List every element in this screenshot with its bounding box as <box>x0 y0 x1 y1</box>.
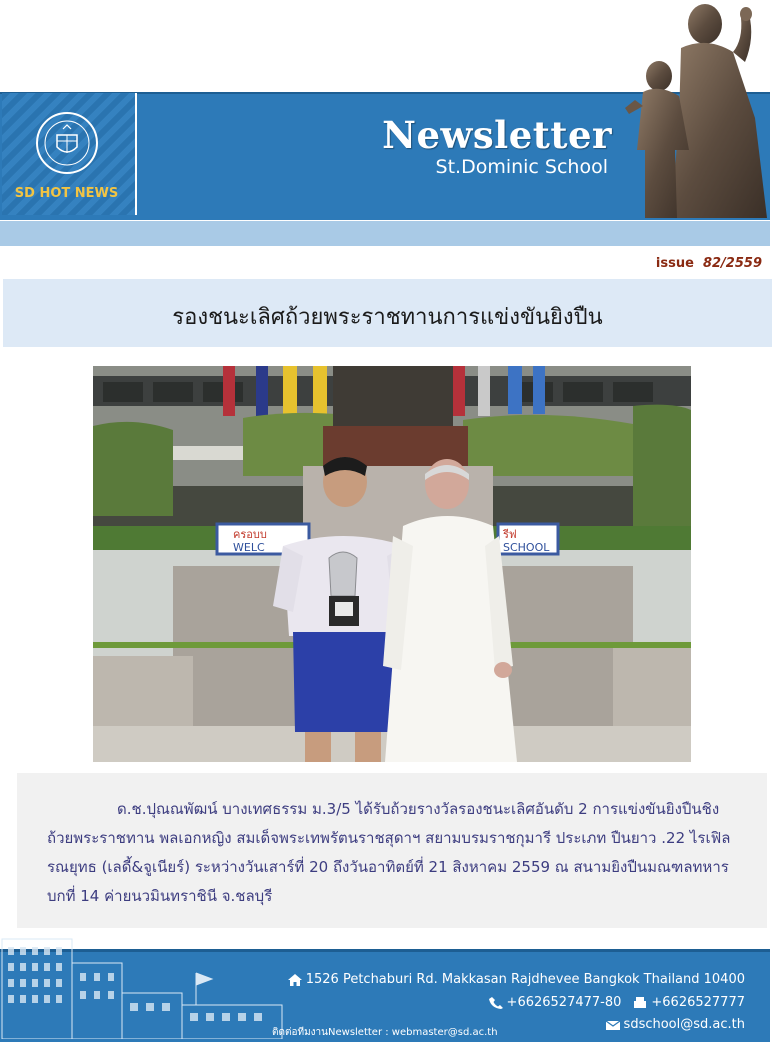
issue-label: issue <box>655 256 694 271</box>
school-name: St.Dominic School <box>435 156 608 178</box>
fax-icon <box>633 997 647 1009</box>
newsletter-title: Newsletter <box>382 113 612 157</box>
phone-text[interactable]: +6626527477-80 <box>506 995 622 1010</box>
school-building-image <box>0 933 290 1039</box>
badge-label: SD HOT NEWS <box>14 186 119 201</box>
article-headline: รองชนะเลิศถ้วยพระราชทานการแข่งขันยิงปืน <box>172 305 603 330</box>
sign-left-bottom: WELC <box>233 541 265 554</box>
mail-icon <box>606 1019 620 1031</box>
headline-box <box>3 279 772 347</box>
sign-right-top: รีฟ <box>503 528 517 541</box>
sign-right-bottom: SCHOOL <box>503 541 550 554</box>
email-line <box>606 1017 745 1032</box>
email-text[interactable]: sdschool@sd.ac.th <box>623 1017 745 1032</box>
address-text: 1526 Petchaburi Rd. Makkasan Rajdhevee Bangkok Thailand 10400 <box>305 972 745 987</box>
phone-line <box>489 995 745 1010</box>
newsletter-contact-note: ติดต่อทีมงานNewsletter : webmaster@sd.ac.th <box>272 1027 498 1038</box>
fax-text[interactable]: +6626527777 <box>651 995 745 1010</box>
article-body: ด.ช.ปุณณพัฒน์ บางเทศธรรม ม.3/5 ได้รับถ้วยรางวัลรองชนะเลิศอันดับ 2 การแข่งขันยิงปืนชิงถ้วยพระราชทาน พลเอกหญิง สมเด็จพระเทพรัตนราชสุดาฯ สยามบรมราชกุมารี ประเภท ปืนยาว .22 ไรเฟิลรณยุทธ (เลดี้&จูเนียร์) ระหว่างวันเสาร์ที่ 20 ถึงวันอาทิตย์ที่ 21 สิงหาคม 2559 ณ สนามยิงปืนมณฑลทหารบกที่ 14 ค่ายนวมินทราชินี จ.ชลบุรี <box>47 800 731 905</box>
header-light-bar <box>0 221 770 246</box>
address-line <box>288 972 745 987</box>
issue-number <box>656 256 762 271</box>
article-body-box <box>17 773 767 928</box>
statue-image <box>615 0 784 218</box>
issue-value: 82/2559 <box>702 256 762 271</box>
sign-left-top: ครอบบ <box>233 528 267 541</box>
school-crest-icon <box>35 111 99 175</box>
article-photo <box>93 366 691 762</box>
phone-icon <box>489 997 503 1009</box>
